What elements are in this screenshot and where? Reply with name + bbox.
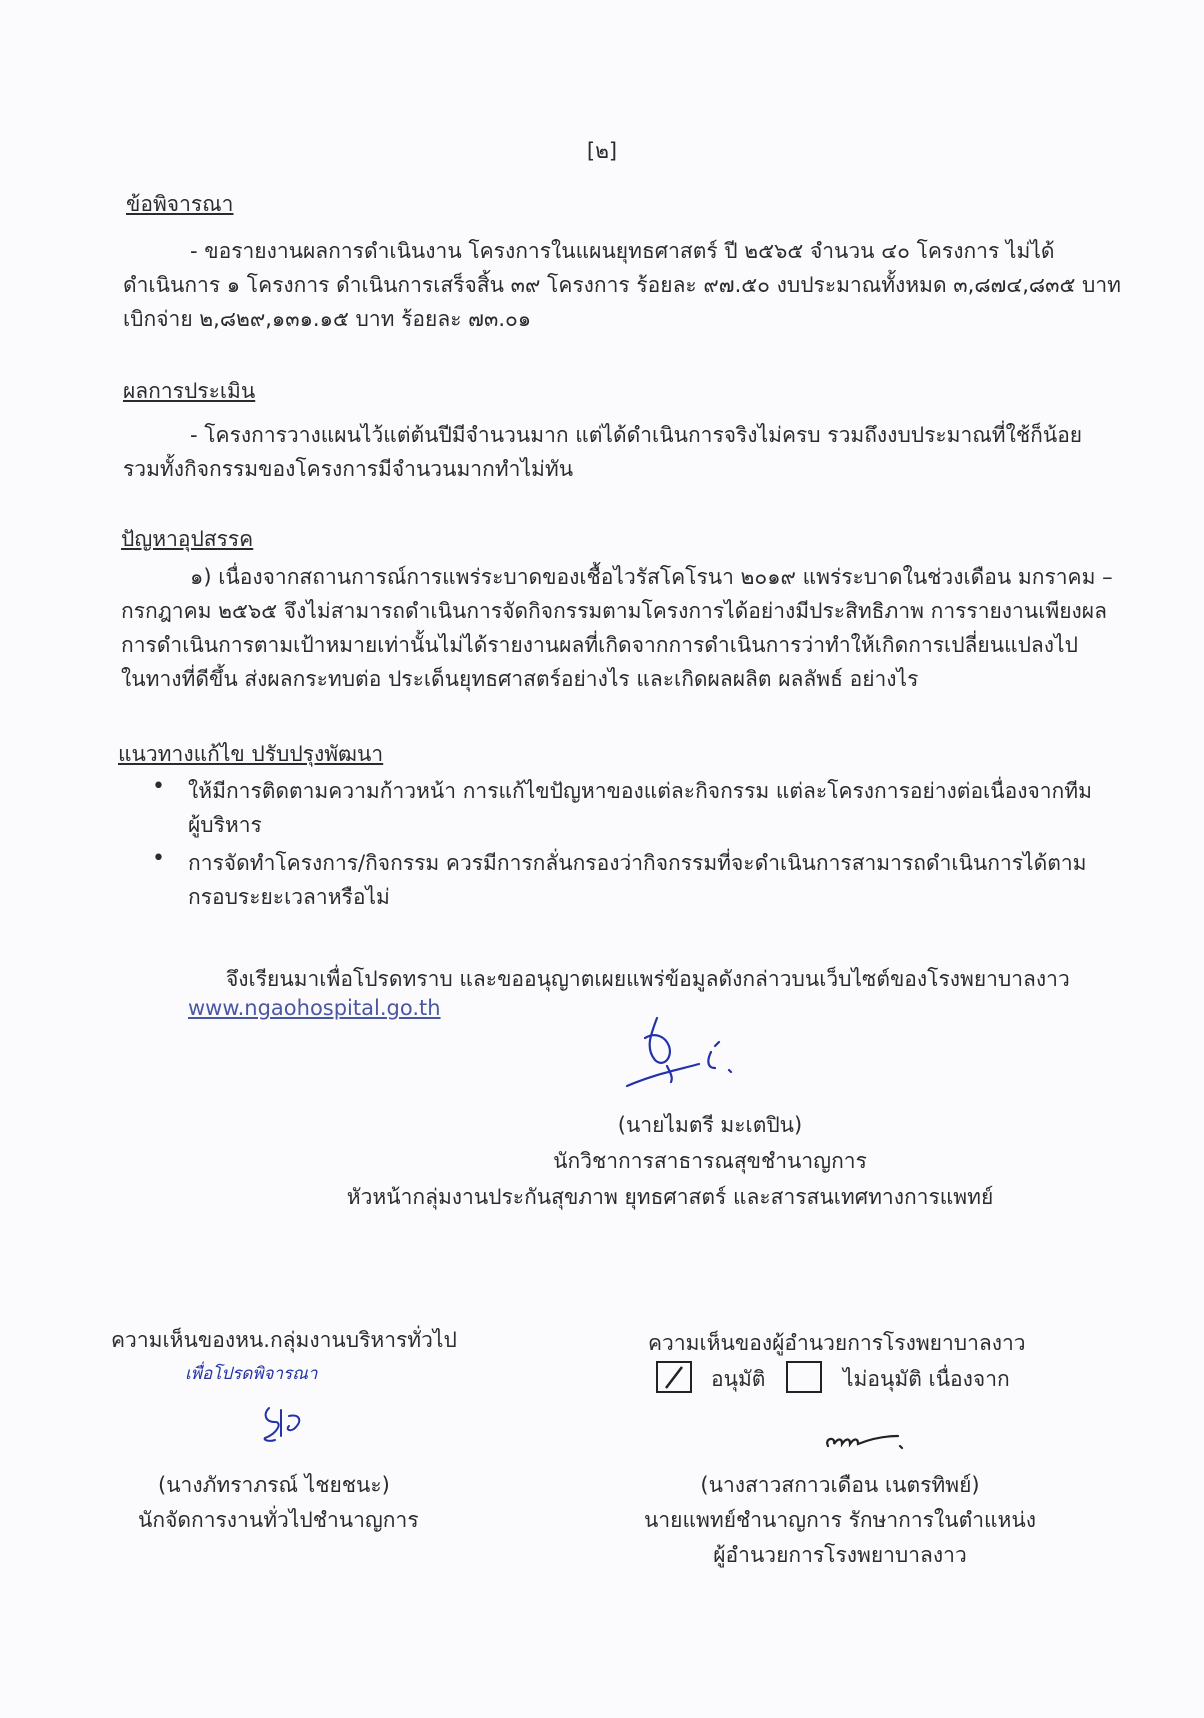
problems-line: ๑) เนื่องจากสถานการณ์การแพร่ระบาดของเชื้อไวรัสโคโรนา ๒๐๑๙ แพร่ระบาดในช่วงเดือน มกราคม – <box>190 565 1113 589</box>
approve-label: อนุมัติ <box>711 1367 766 1391</box>
check-mark-icon <box>658 1363 690 1391</box>
page-number: [๒] <box>586 139 618 163</box>
left-opinion-name: (นางภัทราภรณ์ ไชยชนะ) <box>158 1473 390 1497</box>
solution-item-line: กรอบระยะเวลาหรือไม่ <box>188 885 390 909</box>
right-opinion-role: ผู้อำนวยการโรงพยาบาลงาว <box>713 1543 967 1567</box>
problems-line: ในทางที่ดีขึ้น ส่งผลกระทบต่อ ประเด็นยุทธศาสตร์อย่างไร และเกิดผลผลิต ผลลัพธ์ อย่างไร <box>121 667 919 691</box>
disapprove-label: ไม่อนุมัติ เนื่องจาก <box>843 1367 1010 1391</box>
considerations-line: - ขอรายงานผลการดำเนินงาน โครงการในแผนยุทธศาสตร์ ปี ๒๕๖๕ จำนวน ๔๐ โครงการ ไม่ได้ <box>190 239 1055 263</box>
right-opinion-name: (นางสาวสกาวเดือน เนตรทิพย์) <box>700 1473 980 1497</box>
left-opinion-handwritten: เพื่อโปรดพิจารณา <box>185 1364 318 1384</box>
signer-signature <box>615 1008 745 1092</box>
bullet-icon: • <box>152 846 165 871</box>
right-opinion-position: นายแพทย์ชำนาญการ รักษาการในตำแหน่ง <box>644 1508 1036 1532</box>
solution-item-line: ผู้บริหาร <box>188 813 262 837</box>
website-link[interactable]: www.ngaohospital.go.th <box>188 996 441 1020</box>
right-opinion-title: ความเห็นของผู้อำนวยการโรงพยาบาลงาว <box>648 1331 1026 1355</box>
problems-line: กรกฎาคม ๒๕๖๕ จึงไม่สามารถดำเนินการจัดกิจกรรมตามโครงการได้อย่างมีประสิทธิภาพ การรายงานเพียงผล <box>121 599 1107 623</box>
left-opinion-signature <box>255 1400 315 1450</box>
signer-name: (นายไมตรี มะเตปิน) <box>617 1113 803 1137</box>
signer-role: หัวหน้ากลุ่มงานประกันสุขภาพ ยุทธศาสตร์ และสารสนเทศทางการแพทย์ <box>346 1185 994 1209</box>
evaluation-line: - โครงการวางแผนไว้แต่ต้นปีมีจำนวนมาก แต่ได้ดำเนินการจริงไม่ครบ รวมถึงงบประมาณที่ใช้ก็น้อย <box>190 423 1083 447</box>
right-opinion-signature <box>820 1426 910 1456</box>
left-opinion-position: นักจัดการงานทั่วไปชำนาญการ <box>138 1508 419 1532</box>
problems-heading: ปัญหาอุปสรรค <box>121 527 254 551</box>
considerations-line: ดำเนินการ ๑ โครงการ ดำเนินการเสร็จสิ้น ๓๙ โครงการ ร้อยละ ๙๗.๕๐ งบประมาณทั้งหมด ๓,๘๗๔,๘๓๕ บาท <box>123 273 1121 297</box>
approve-checkbox[interactable] <box>656 1361 692 1393</box>
closing-text: จึงเรียนมาเพื่อโปรดทราบ และขออนุญาตเผยแพร่ข้อมูลดังกล่าวบนเว็บไซต์ของโรงพยาบาลงาว <box>226 967 1070 991</box>
evaluation-heading: ผลการประเมิน <box>123 379 256 403</box>
considerations-heading: ข้อพิจารณา <box>126 192 234 216</box>
left-opinion-title: ความเห็นของหน.กลุ่มงานบริหารทั่วไป <box>111 1328 457 1352</box>
bullet-icon: • <box>152 774 165 799</box>
problems-line: การดำเนินการตามเป้าหมายเท่านั้นไม่ได้รายงานผลที่เกิดจากการดำเนินการว่าทำให้เกิดการเปลี่ยนแปลงไป <box>121 633 1078 657</box>
evaluation-line: รวมทั้งกิจกรรมของโครงการมีจำนวนมากทำไม่ทัน <box>123 457 574 481</box>
solutions-heading: แนวทางแก้ไข ปรับปรุงพัฒนา <box>118 742 384 766</box>
solution-item-line: ให้มีการติดตามความก้าวหน้า การแก้ไขปัญหาของแต่ละกิจกรรม แต่ละโครงการอย่างต่อเนื่องจากทีม <box>188 779 1092 803</box>
considerations-line: เบิกจ่าย ๒,๘๒๙,๑๓๑.๑๕ บาท ร้อยละ ๗๓.๐๑ <box>123 307 532 331</box>
signer-position: นักวิชาการสาธารณสุขชำนาญการ <box>553 1149 867 1173</box>
solution-item-line: การจัดทำโครงการ/กิจกรรม ควรมีการกลั่นกรองว่ากิจกรรมที่จะดำเนินการสามารถดำเนินการได้ตาม <box>188 851 1087 875</box>
disapprove-checkbox[interactable] <box>786 1361 822 1393</box>
